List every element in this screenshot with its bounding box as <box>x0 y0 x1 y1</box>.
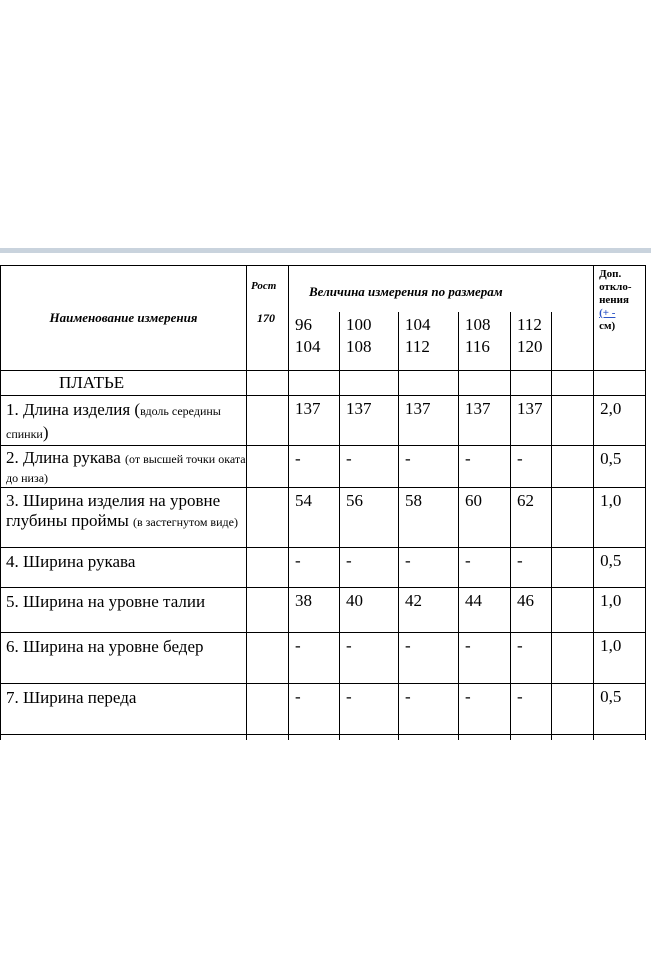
size-cell-5: 112 120 <box>511 312 552 371</box>
tolerance-unit: см) <box>599 320 616 332</box>
header-sizes-cell <box>289 266 594 312</box>
measurements-table <box>0 265 646 740</box>
tolerance-label-3: нения <box>599 294 629 306</box>
table-row: 1. Длина изделия (вдоль середины спинки) 137 137 137 137 137 2,0 <box>1 396 646 446</box>
section-row <box>1 371 646 396</box>
table-row: 3. Ширина изделия на уровне глубины проймы (в застегнутом виде) 54 56 58 60 62 1,0 <box>1 488 646 548</box>
row-name: 1. Длина изделия (вдоль середины спинки) <box>1 396 247 446</box>
size-cell-empty <box>552 312 594 371</box>
size-cell-4: 108 116 <box>459 312 511 371</box>
header-tolerance-cell <box>594 266 646 371</box>
size-cell-1: 96 104 <box>289 312 340 371</box>
section-title: ПЛАТЬЕ <box>1 371 247 396</box>
header-name-label: Наименование измерения <box>49 310 198 325</box>
size-cell-2: 100 108 <box>340 312 399 371</box>
size-cell-3: 104 112 <box>399 312 459 371</box>
header-height-cell <box>247 266 289 371</box>
table-row: 7. Ширина переда - - - - - 0,5 <box>1 684 646 735</box>
header-name-cell <box>1 266 247 371</box>
header-sizes-label: Величина измерения по размерам <box>309 284 503 299</box>
header-height-value: 170 <box>257 311 275 325</box>
top-divider-bar <box>0 248 651 253</box>
tolerance-plus-minus: (+ - <box>599 307 616 319</box>
row-name: 6. Ширина на уровне бедер <box>1 633 247 684</box>
table-row: 4. Ширина рукава - - - - - 0,5 <box>1 548 646 588</box>
table-row: 2. Длина рукава (от высшей точки оката до низа) - - - - - 0,5 <box>1 446 646 488</box>
table-row: 5. Ширина на уровне талии 38 40 42 44 46 1,0 <box>1 588 646 633</box>
table-row: 6. Ширина на уровне бедер - - - - - 1,0 <box>1 633 646 684</box>
row-name: 7. Ширина переда <box>1 684 247 735</box>
row-name: 4. Ширина рукава <box>1 548 247 588</box>
row-name: 2. Длина рукава (от высшей точки оката до низа) <box>1 446 247 488</box>
header-height-label: Рост <box>251 280 277 292</box>
table-row-cut <box>1 735 646 740</box>
header-row-1 <box>1 266 646 312</box>
tolerance-label-1: Доп. <box>599 268 622 280</box>
tolerance-label-2: откло- <box>599 281 632 293</box>
row-name: 3. Ширина изделия на уровне глубины проймы (в застегнутом виде) <box>1 488 247 548</box>
measurements-table-wrapper <box>0 265 645 728</box>
row-name: 5. Ширина на уровне талии <box>1 588 247 633</box>
